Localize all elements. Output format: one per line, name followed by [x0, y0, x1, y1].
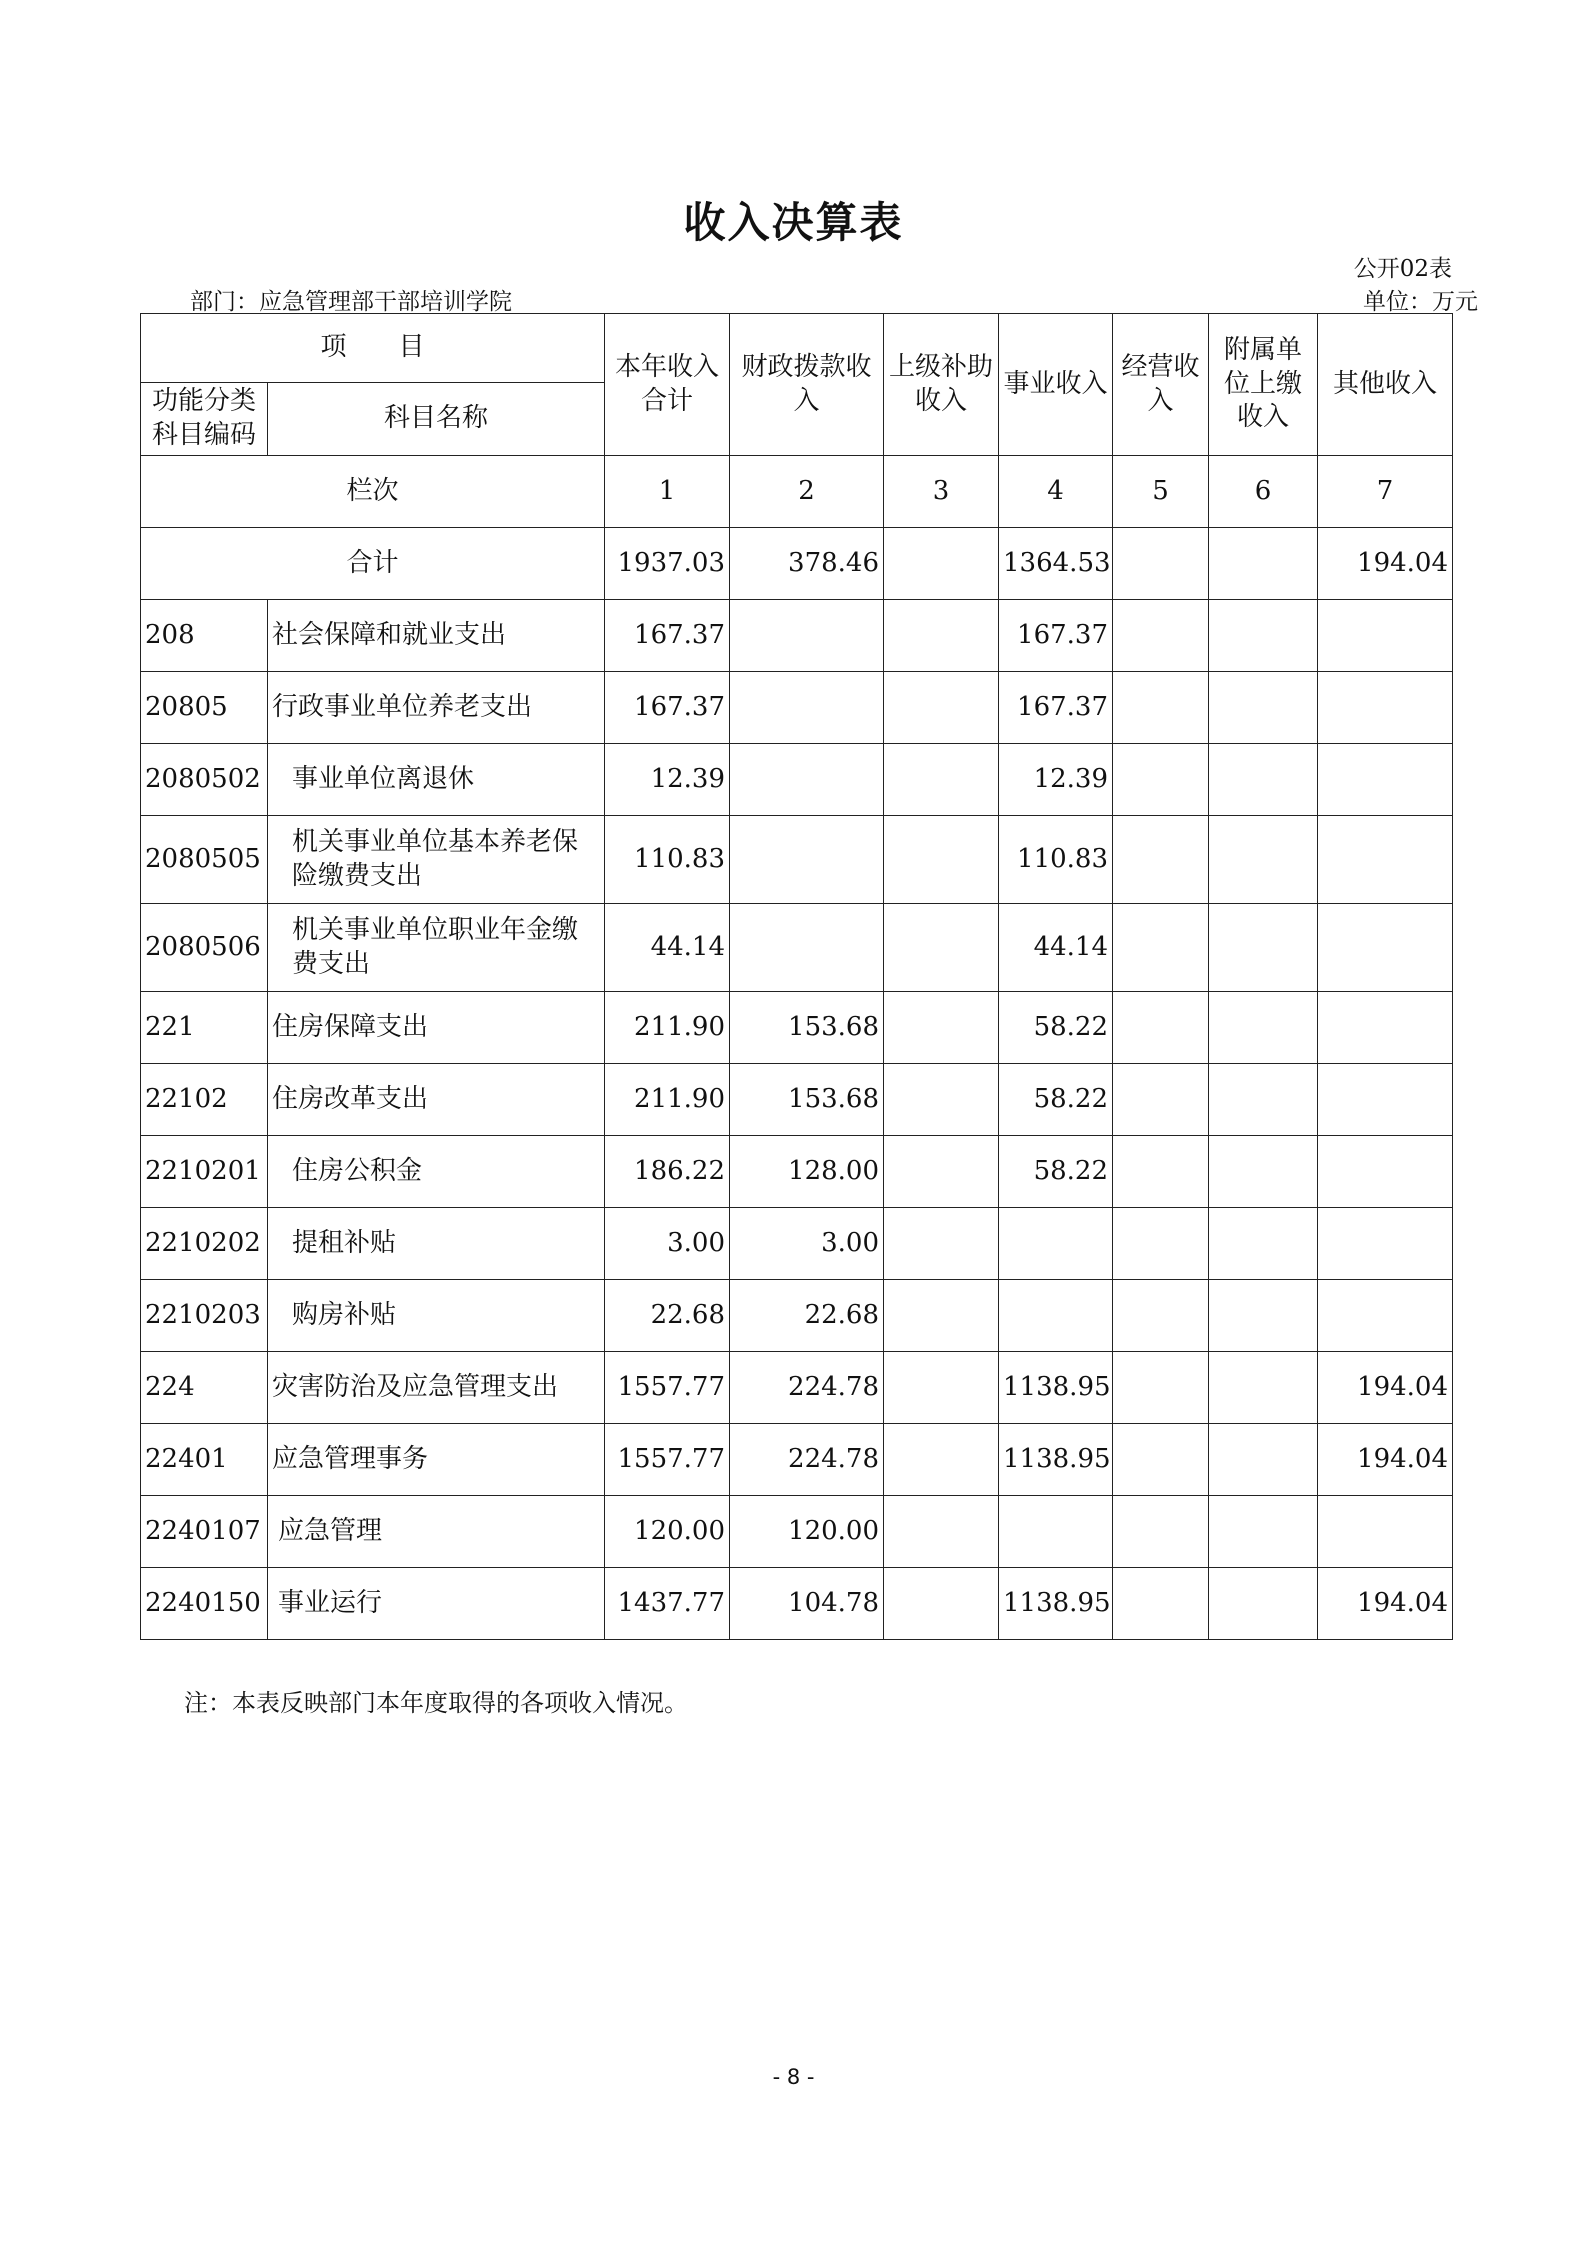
- cell-value: 120.00: [605, 1496, 730, 1568]
- cell-value: [1209, 1280, 1318, 1352]
- cell-value: [1209, 992, 1318, 1064]
- cell-value: 194.04: [1318, 1424, 1453, 1496]
- cell-value: 1138.95: [999, 1424, 1113, 1496]
- cell-value: [999, 1280, 1113, 1352]
- cell-value: [1318, 904, 1453, 992]
- cell-value: [884, 904, 999, 992]
- table-row: [141, 672, 1453, 744]
- cell-value: [1113, 1424, 1209, 1496]
- cell-value: [1113, 1280, 1209, 1352]
- header-affiliated-income: 附属单位上缴收入: [1209, 314, 1318, 456]
- subject-name: 机关事业单位职业年金缴费支出: [268, 904, 605, 992]
- cell-value: 167.37: [605, 672, 730, 744]
- cell-value: 1557.77: [605, 1352, 730, 1424]
- cell-value: [1318, 1208, 1453, 1280]
- total-value: 194.04: [1318, 528, 1453, 600]
- cell-value: [884, 1568, 999, 1640]
- cell-value: [1113, 992, 1209, 1064]
- cell-value: 44.14: [605, 904, 730, 992]
- cell-value: 128.00: [730, 1136, 884, 1208]
- page-number: - 8 -: [772, 2065, 815, 2089]
- column-number: 6: [1209, 456, 1318, 528]
- cell-value: [1209, 1424, 1318, 1496]
- cell-value: [884, 1424, 999, 1496]
- cell-value: [1318, 1496, 1453, 1568]
- cell-value: 153.68: [730, 1064, 884, 1136]
- cell-value: 153.68: [730, 992, 884, 1064]
- cell-value: [1318, 816, 1453, 904]
- subject-code: 221: [141, 992, 268, 1064]
- cell-value: 22.68: [730, 1280, 884, 1352]
- subject-name: 提租补贴: [268, 1208, 605, 1280]
- cell-value: [1318, 1280, 1453, 1352]
- cell-value: [884, 600, 999, 672]
- column-number: 1: [605, 456, 730, 528]
- cell-value: [884, 816, 999, 904]
- total-value: 1364.53: [999, 528, 1113, 600]
- cell-value: [1113, 672, 1209, 744]
- subject-name: 行政事业单位养老支出: [268, 672, 605, 744]
- cell-value: 167.37: [999, 672, 1113, 744]
- cell-value: [999, 1208, 1113, 1280]
- cell-value: 167.37: [605, 600, 730, 672]
- table-row: [141, 1568, 1453, 1640]
- cell-value: [1113, 904, 1209, 992]
- column-number: 2: [730, 456, 884, 528]
- total-value: [884, 528, 999, 600]
- cell-value: [1209, 904, 1318, 992]
- column-number-label: 栏次: [141, 456, 605, 528]
- cell-value: [1318, 992, 1453, 1064]
- subject-code: 208: [141, 600, 268, 672]
- subject-code: 22102: [141, 1064, 268, 1136]
- cell-value: 1138.95: [999, 1568, 1113, 1640]
- cell-value: [1113, 1208, 1209, 1280]
- column-number: 4: [999, 456, 1113, 528]
- table-row: [141, 1136, 1453, 1208]
- cell-value: [730, 816, 884, 904]
- cell-value: 194.04: [1318, 1568, 1453, 1640]
- subject-code: 2080505: [141, 816, 268, 904]
- cell-value: [884, 1208, 999, 1280]
- subject-code: 2240150: [141, 1568, 268, 1640]
- subject-name: 购房补贴: [268, 1280, 605, 1352]
- table-row: [141, 744, 1453, 816]
- cell-value: 194.04: [1318, 1352, 1453, 1424]
- cell-value: 104.78: [730, 1568, 884, 1640]
- cell-value: 167.37: [999, 600, 1113, 672]
- cell-value: [884, 1352, 999, 1424]
- subject-code: 2210203: [141, 1280, 268, 1352]
- header-operating-income: 经营收入: [1113, 314, 1209, 456]
- column-number: 5: [1113, 456, 1209, 528]
- total-value: [1113, 528, 1209, 600]
- table-row: [141, 1424, 1453, 1496]
- page-title: 收入决算表: [683, 198, 904, 247]
- subject-code: 20805: [141, 672, 268, 744]
- cell-value: 1437.77: [605, 1568, 730, 1640]
- cell-value: 211.90: [605, 1064, 730, 1136]
- cell-value: 1557.77: [605, 1424, 730, 1496]
- cell-value: [884, 992, 999, 1064]
- header-other-income: 其他收入: [1318, 314, 1453, 456]
- subject-code: 224: [141, 1352, 268, 1424]
- cell-value: [1113, 1136, 1209, 1208]
- cell-value: [1318, 744, 1453, 816]
- header-superior-subsidy: 上级补助收入: [884, 314, 999, 456]
- cell-value: 211.90: [605, 992, 730, 1064]
- cell-value: [730, 904, 884, 992]
- subject-code: 2240107: [141, 1496, 268, 1568]
- cell-value: [1209, 600, 1318, 672]
- cell-value: 1138.95: [999, 1352, 1113, 1424]
- table-row: [141, 1064, 1453, 1136]
- total-row: [141, 528, 1453, 600]
- table-row: [141, 1280, 1453, 1352]
- subject-name: 住房保障支出: [268, 992, 605, 1064]
- header-name: 科目名称: [268, 383, 605, 456]
- cell-value: [1209, 672, 1318, 744]
- column-number: 7: [1318, 456, 1453, 528]
- header-project: 项 目: [141, 314, 605, 383]
- cell-value: [1113, 1568, 1209, 1640]
- cell-value: 12.39: [999, 744, 1113, 816]
- table-row: [141, 904, 1453, 992]
- table-row: [141, 1352, 1453, 1424]
- cell-value: 58.22: [999, 992, 1113, 1064]
- table-row: [141, 1496, 1453, 1568]
- cell-value: [1318, 1136, 1453, 1208]
- subject-name: 事业运行: [268, 1568, 605, 1640]
- cell-value: 110.83: [605, 816, 730, 904]
- cell-value: [1113, 744, 1209, 816]
- cell-value: 58.22: [999, 1064, 1113, 1136]
- cell-value: [1113, 1064, 1209, 1136]
- cell-value: 3.00: [730, 1208, 884, 1280]
- cell-value: [1113, 816, 1209, 904]
- cell-value: 22.68: [605, 1280, 730, 1352]
- cell-value: [1318, 600, 1453, 672]
- total-value: [1209, 528, 1318, 600]
- header-total-income: 本年收入合计: [605, 314, 730, 456]
- cell-value: [1113, 600, 1209, 672]
- header-code: 功能分类科目编码: [141, 383, 268, 456]
- cell-value: 3.00: [605, 1208, 730, 1280]
- subject-name: 住房改革支出: [268, 1064, 605, 1136]
- table-row: [141, 600, 1453, 672]
- cell-value: [1113, 1496, 1209, 1568]
- cell-value: [1318, 1064, 1453, 1136]
- subject-name: 事业单位离退休: [268, 744, 605, 816]
- cell-value: 44.14: [999, 904, 1113, 992]
- cell-value: [884, 1280, 999, 1352]
- subject-name: 应急管理: [268, 1496, 605, 1568]
- subject-name: 灾害防治及应急管理支出: [268, 1352, 605, 1424]
- subject-name: 机关事业单位基本养老保险缴费支出: [268, 816, 605, 904]
- header-business-income: 事业收入: [999, 314, 1113, 456]
- cell-value: [1209, 1136, 1318, 1208]
- cell-value: [1318, 672, 1453, 744]
- total-value: 1937.03: [605, 528, 730, 600]
- subject-code: 2080502: [141, 744, 268, 816]
- cell-value: 120.00: [730, 1496, 884, 1568]
- subject-code: 2080506: [141, 904, 268, 992]
- total-label: 合计: [141, 528, 605, 600]
- subject-code: 2210201: [141, 1136, 268, 1208]
- cell-value: [1209, 1352, 1318, 1424]
- cell-value: 58.22: [999, 1136, 1113, 1208]
- cell-value: [1209, 816, 1318, 904]
- cell-value: [730, 672, 884, 744]
- header-fiscal-appropriation: 财政拨款收入: [730, 314, 884, 456]
- cell-value: 224.78: [730, 1424, 884, 1496]
- cell-value: 224.78: [730, 1352, 884, 1424]
- cell-value: [1209, 1064, 1318, 1136]
- cell-value: 186.22: [605, 1136, 730, 1208]
- table-row: [141, 992, 1453, 1064]
- income-table: [140, 313, 1453, 1640]
- cell-value: [884, 672, 999, 744]
- table-note: 注：本表反映部门本年度取得的各项收入情况。: [184, 1689, 688, 1717]
- cell-value: [730, 744, 884, 816]
- cell-value: [730, 600, 884, 672]
- table-row: [141, 816, 1453, 904]
- cell-value: [884, 1064, 999, 1136]
- cell-value: [1209, 1568, 1318, 1640]
- department-label: 部门：应急管理部干部培训学院: [190, 289, 512, 315]
- form-number: 公开02表: [1353, 256, 1452, 282]
- cell-value: [1113, 1352, 1209, 1424]
- cell-value: 110.83: [999, 816, 1113, 904]
- column-number-row: [141, 456, 1453, 528]
- subject-name: 住房公积金: [268, 1136, 605, 1208]
- total-value: 378.46: [730, 528, 884, 600]
- table-row: [141, 1208, 1453, 1280]
- subject-code: 2210202: [141, 1208, 268, 1280]
- cell-value: [1209, 744, 1318, 816]
- cell-value: 12.39: [605, 744, 730, 816]
- column-number: 3: [884, 456, 999, 528]
- subject-name: 社会保障和就业支出: [268, 600, 605, 672]
- cell-value: [884, 1496, 999, 1568]
- cell-value: [1209, 1496, 1318, 1568]
- subject-name: 应急管理事务: [268, 1424, 605, 1496]
- subject-code: 22401: [141, 1424, 268, 1496]
- cell-value: [1209, 1208, 1318, 1280]
- unit-label: 单位：万元: [1363, 289, 1478, 315]
- cell-value: [999, 1496, 1113, 1568]
- cell-value: [884, 1136, 999, 1208]
- cell-value: [884, 744, 999, 816]
